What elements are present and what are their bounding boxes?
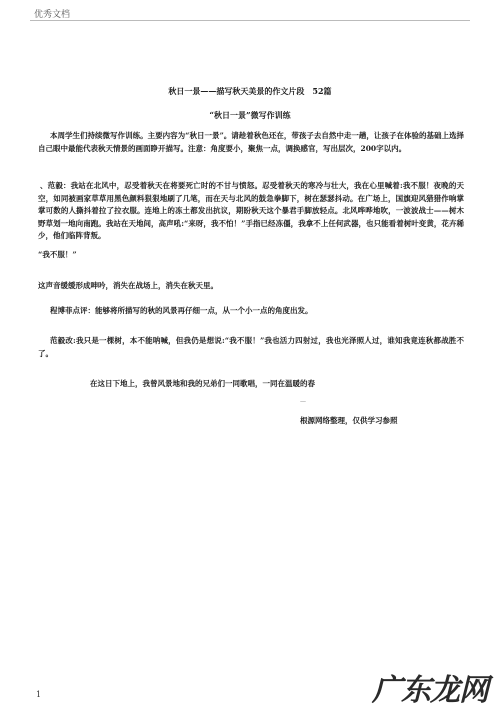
document-subtitle: “秋日一景”微写作训练	[209, 110, 291, 120]
paragraph-quote: “我不服！”	[38, 250, 77, 259]
paragraph-comment: 程博菲点评：能够将所描写的秋的风景再仔细一点，从一个小一点的角度出发。	[50, 306, 313, 315]
paragraph-intro: 本周学生们持续微写作训练。主要内容为“秋日一景”。请趁着秋色还在，带孩子去自然中走一趟，让孩子在体验的基础上选择自己眼中最能代表秋天情景的画面睁开描写。注意：角度要小，聚焦一点，调换感官，写出层次，200字以内。	[38, 131, 464, 153]
site-watermark-logo: 广东龙网	[372, 673, 488, 708]
header-divider	[30, 20, 470, 21]
document-title: 秋日一景——描写秋天美景的作文片段 52篇	[168, 86, 332, 96]
paragraph-revision: 范毅改:我只是一棵树，本不能呐喊，但我仍是想说:“我不服！”我也活力四射过，我也光泽照人过，谁知我竟连秋都战胜不了。	[38, 336, 464, 358]
source-credit: 根源网络整理，仅供学习参照	[300, 416, 398, 425]
page-number: 1	[36, 690, 42, 699]
paragraph-sound: 这声音缓缓形成呻吟，消失在战场上，消失在秋天里。	[38, 281, 218, 290]
paragraph-continuation: 在这日下地上，我曾风景地和我的兄弟们一同歌唱，一同在温暖的春	[90, 379, 315, 388]
separator-dash: —	[300, 398, 306, 405]
header-label: 优秀文档	[34, 10, 71, 20]
paragraph-essay: 、范毅：我站在北风中，忍受着秋天在将要死亡时的不甘与愤怒。忍受着秋天的寒冷与壮大，我在心里喊着:我不服！夜晚的天空，如同被画家草草用黑色颜料狠狠地刷了几笔，而在天与北风的鼓急拳脚下，树在瑟瑟抖动。在广场上，国旗迎风猎猎作响掌掌可数的人撕抖着拉了拉衣服。连地上的冻土都发出抗议，期盼秋天这个暴君手脚放轻点。北风哗哗地吹，一波波战士——树木野草划一地向南跑。我站在天地间，高声吼:“来呀，我不怕！”手指已经冻僵，我拿不上任何武器，也只能看着树叶变黄，花卉稀少，他们临阵背叛。	[38, 181, 464, 240]
